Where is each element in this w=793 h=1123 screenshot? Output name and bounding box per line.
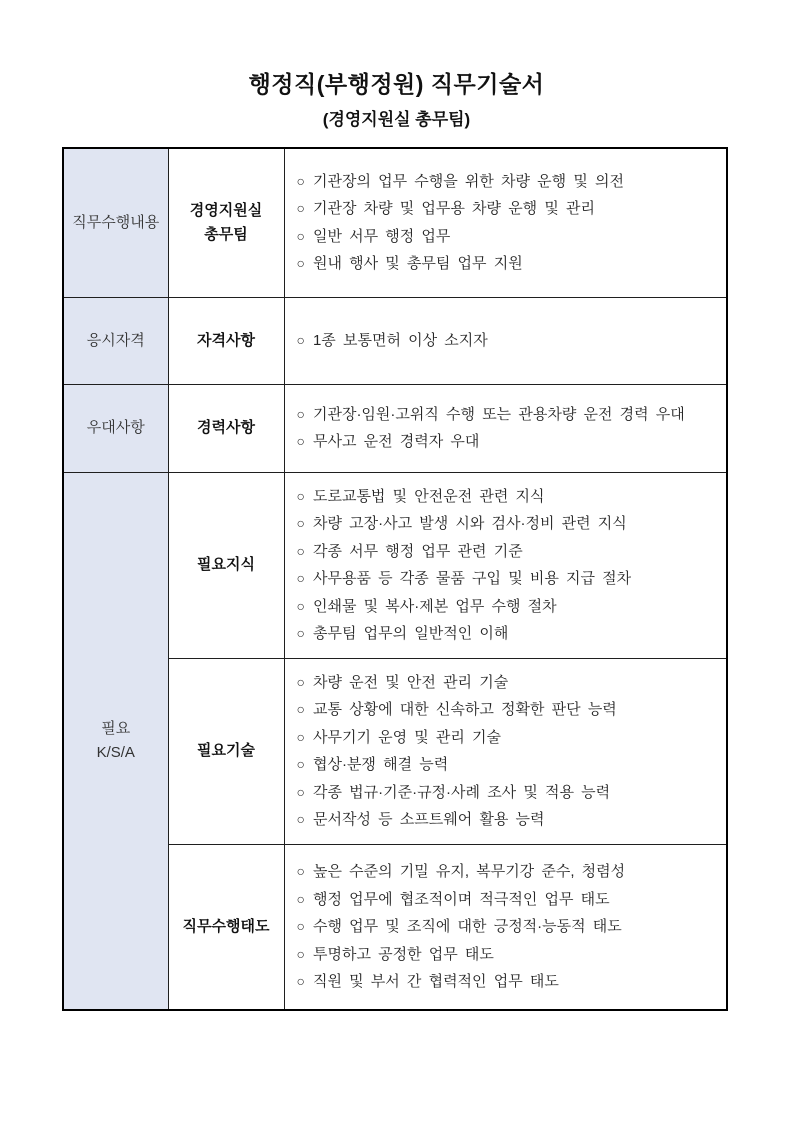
list-item-text: 총무팀 업무의 일반적인 이해 bbox=[312, 625, 509, 642]
list-item bbox=[297, 223, 721, 251]
circle-bullet-icon: ○ bbox=[296, 405, 305, 422]
list-item bbox=[297, 428, 721, 456]
list-item-text: 도로교통법 및 안전운전 관련 지식 bbox=[312, 487, 545, 505]
circle-bullet-icon: ○ bbox=[296, 172, 305, 189]
knowledge-label: 필요지식 bbox=[197, 556, 255, 573]
list-item-text: 인쇄물 및 복사·제본 업무 수행 절차 bbox=[312, 597, 557, 615]
attitude-label: 직무수행태도 bbox=[182, 917, 270, 935]
circle-bullet-icon: ○ bbox=[296, 515, 305, 531]
label-cell-career bbox=[168, 384, 284, 472]
circle-bullet-icon: ○ bbox=[296, 570, 305, 586]
list-item bbox=[297, 168, 721, 196]
content-cell-attitude bbox=[284, 844, 727, 1010]
label-cell-knowledge bbox=[168, 472, 284, 658]
bullet-list bbox=[297, 483, 721, 648]
list-item bbox=[297, 886, 721, 914]
team-label-line1: 경영지원실 bbox=[189, 201, 263, 219]
content-cell-eligibility bbox=[284, 297, 727, 384]
skills-label: 필요기술 bbox=[197, 742, 255, 759]
list-item bbox=[297, 779, 721, 807]
label-cell-attitude bbox=[168, 844, 284, 1010]
circle-bullet-icon: ○ bbox=[296, 433, 305, 449]
category-cell-job-duties bbox=[63, 148, 168, 297]
circle-bullet-icon: ○ bbox=[296, 811, 305, 827]
category-label: 응시자격 bbox=[86, 331, 145, 349]
circle-bullet-icon: ○ bbox=[296, 863, 305, 879]
list-item bbox=[297, 858, 721, 886]
circle-bullet-icon: ○ bbox=[296, 783, 305, 800]
label-cell-skills bbox=[168, 658, 284, 844]
list-item bbox=[297, 913, 721, 941]
list-item bbox=[297, 327, 721, 355]
circle-bullet-icon: ○ bbox=[296, 673, 305, 690]
list-item-text: 수행 업무 및 조직에 대한 긍정적·능동적 태도 bbox=[312, 918, 622, 935]
page-subtitle: (경영지원실 총무팀) bbox=[322, 110, 471, 129]
list-item-text: 투명하고 공정한 업무 태도 bbox=[312, 945, 494, 963]
list-item bbox=[297, 565, 721, 593]
page-title: 행정직(부행정원) 직무기술서 bbox=[248, 71, 545, 97]
category-cell-preference bbox=[63, 384, 168, 472]
ksa-label-line1: 필요 bbox=[101, 719, 131, 737]
bullet-list bbox=[297, 401, 721, 456]
list-item bbox=[297, 724, 721, 752]
circle-bullet-icon: ○ bbox=[296, 227, 305, 244]
list-item-text: 협상·분쟁 해결 능력 bbox=[312, 756, 449, 773]
list-item bbox=[297, 968, 721, 996]
bullet-list bbox=[297, 327, 721, 355]
circle-bullet-icon: ○ bbox=[296, 255, 305, 272]
list-item-text: 각종 서무 행정 업무 관련 기준 bbox=[312, 542, 523, 560]
ksa-label-line2: K/S/A bbox=[96, 743, 135, 761]
list-item bbox=[297, 401, 721, 429]
list-item bbox=[297, 510, 721, 538]
list-item-text: 기관장 차량 및 업무용 차량 운행 및 관리 bbox=[312, 200, 595, 218]
circle-bullet-icon: ○ bbox=[296, 728, 305, 745]
circle-bullet-icon: ○ bbox=[296, 487, 305, 504]
list-item bbox=[297, 751, 721, 779]
table-row-preference bbox=[63, 384, 727, 472]
list-item-text: 각종 법규·기준·규정·사례 조사 및 적용 능력 bbox=[312, 783, 611, 801]
list-item bbox=[297, 195, 721, 223]
category-label: 직무수행내용 bbox=[72, 213, 160, 231]
list-item-text: 차량 고장·사고 발생 시와 검사·정비 관련 지식 bbox=[312, 515, 627, 532]
content-cell-preference bbox=[284, 384, 727, 472]
circle-bullet-icon: ○ bbox=[296, 945, 305, 962]
circle-bullet-icon: ○ bbox=[296, 918, 305, 934]
list-item-text: 일반 서무 행정 업무 bbox=[312, 227, 451, 245]
circle-bullet-icon: ○ bbox=[296, 756, 305, 772]
list-item-text: 기관장의 업무 수행을 위한 차량 운행 및 의전 bbox=[312, 172, 624, 190]
content-cell-job-duties bbox=[284, 148, 727, 297]
circle-bullet-icon: ○ bbox=[296, 973, 305, 989]
team-label-line2: 총무팀 bbox=[204, 225, 248, 243]
content-cell-skills bbox=[284, 658, 727, 844]
list-item-text: 1종 보통면허 이상 소지자 bbox=[312, 331, 488, 349]
list-item bbox=[297, 593, 721, 621]
list-item bbox=[297, 806, 721, 834]
category-cell-ksa bbox=[63, 472, 168, 1010]
list-item bbox=[297, 538, 721, 566]
qualification-label: 자격사항 bbox=[197, 331, 255, 349]
circle-bullet-icon: ○ bbox=[296, 701, 305, 717]
list-item bbox=[297, 669, 721, 697]
list-item-text: 행정 업무에 협조적이며 적극적인 업무 태도 bbox=[312, 890, 610, 908]
circle-bullet-icon: ○ bbox=[296, 542, 305, 559]
list-item-text: 기관장·임원·고위직 수행 또는 관용차량 운전 경력 우대 bbox=[312, 405, 685, 423]
category-cell-eligibility bbox=[63, 297, 168, 384]
table-row-eligibility bbox=[63, 297, 727, 384]
list-item-text: 사무용품 등 각종 물품 구입 및 비용 지급 절차 bbox=[312, 570, 632, 587]
job-description-table bbox=[62, 147, 728, 1011]
circle-bullet-icon: ○ bbox=[296, 597, 305, 614]
content-cell-knowledge bbox=[284, 472, 727, 658]
list-item bbox=[297, 696, 721, 724]
circle-bullet-icon: ○ bbox=[296, 331, 305, 348]
list-item-text: 무사고 운전 경력자 우대 bbox=[312, 433, 480, 450]
list-item-text: 직원 및 부서 간 협력적인 업무 태도 bbox=[312, 973, 559, 990]
list-item-text: 차량 운전 및 안전 관리 기술 bbox=[312, 673, 509, 691]
career-label: 경력사항 bbox=[197, 419, 255, 436]
label-cell-team bbox=[168, 148, 284, 297]
table-row-job-duties bbox=[63, 148, 727, 297]
list-item-text: 교통 상황에 대한 신속하고 정확한 판단 능력 bbox=[312, 701, 617, 718]
list-item-text: 높은 수준의 기밀 유지, 복무기강 준수, 청렴성 bbox=[312, 863, 626, 880]
list-item bbox=[297, 941, 721, 969]
list-item bbox=[297, 620, 721, 648]
label-cell-qualification bbox=[168, 297, 284, 384]
list-item-text: 문서작성 등 소프트웨어 활용 능력 bbox=[312, 811, 545, 828]
circle-bullet-icon: ○ bbox=[296, 625, 305, 641]
list-item bbox=[297, 250, 721, 278]
circle-bullet-icon: ○ bbox=[296, 890, 305, 907]
bullet-list bbox=[297, 669, 721, 834]
category-label: 우대사항 bbox=[86, 419, 145, 436]
list-item bbox=[297, 483, 721, 511]
bullet-list bbox=[297, 168, 721, 278]
table-row-required-knowledge bbox=[63, 472, 727, 658]
list-item-text: 원내 행사 및 총무팀 업무 지원 bbox=[312, 255, 523, 273]
circle-bullet-icon: ○ bbox=[296, 200, 305, 217]
bullet-list bbox=[297, 858, 721, 996]
list-item-text: 사무기기 운영 및 관리 기술 bbox=[312, 728, 502, 746]
